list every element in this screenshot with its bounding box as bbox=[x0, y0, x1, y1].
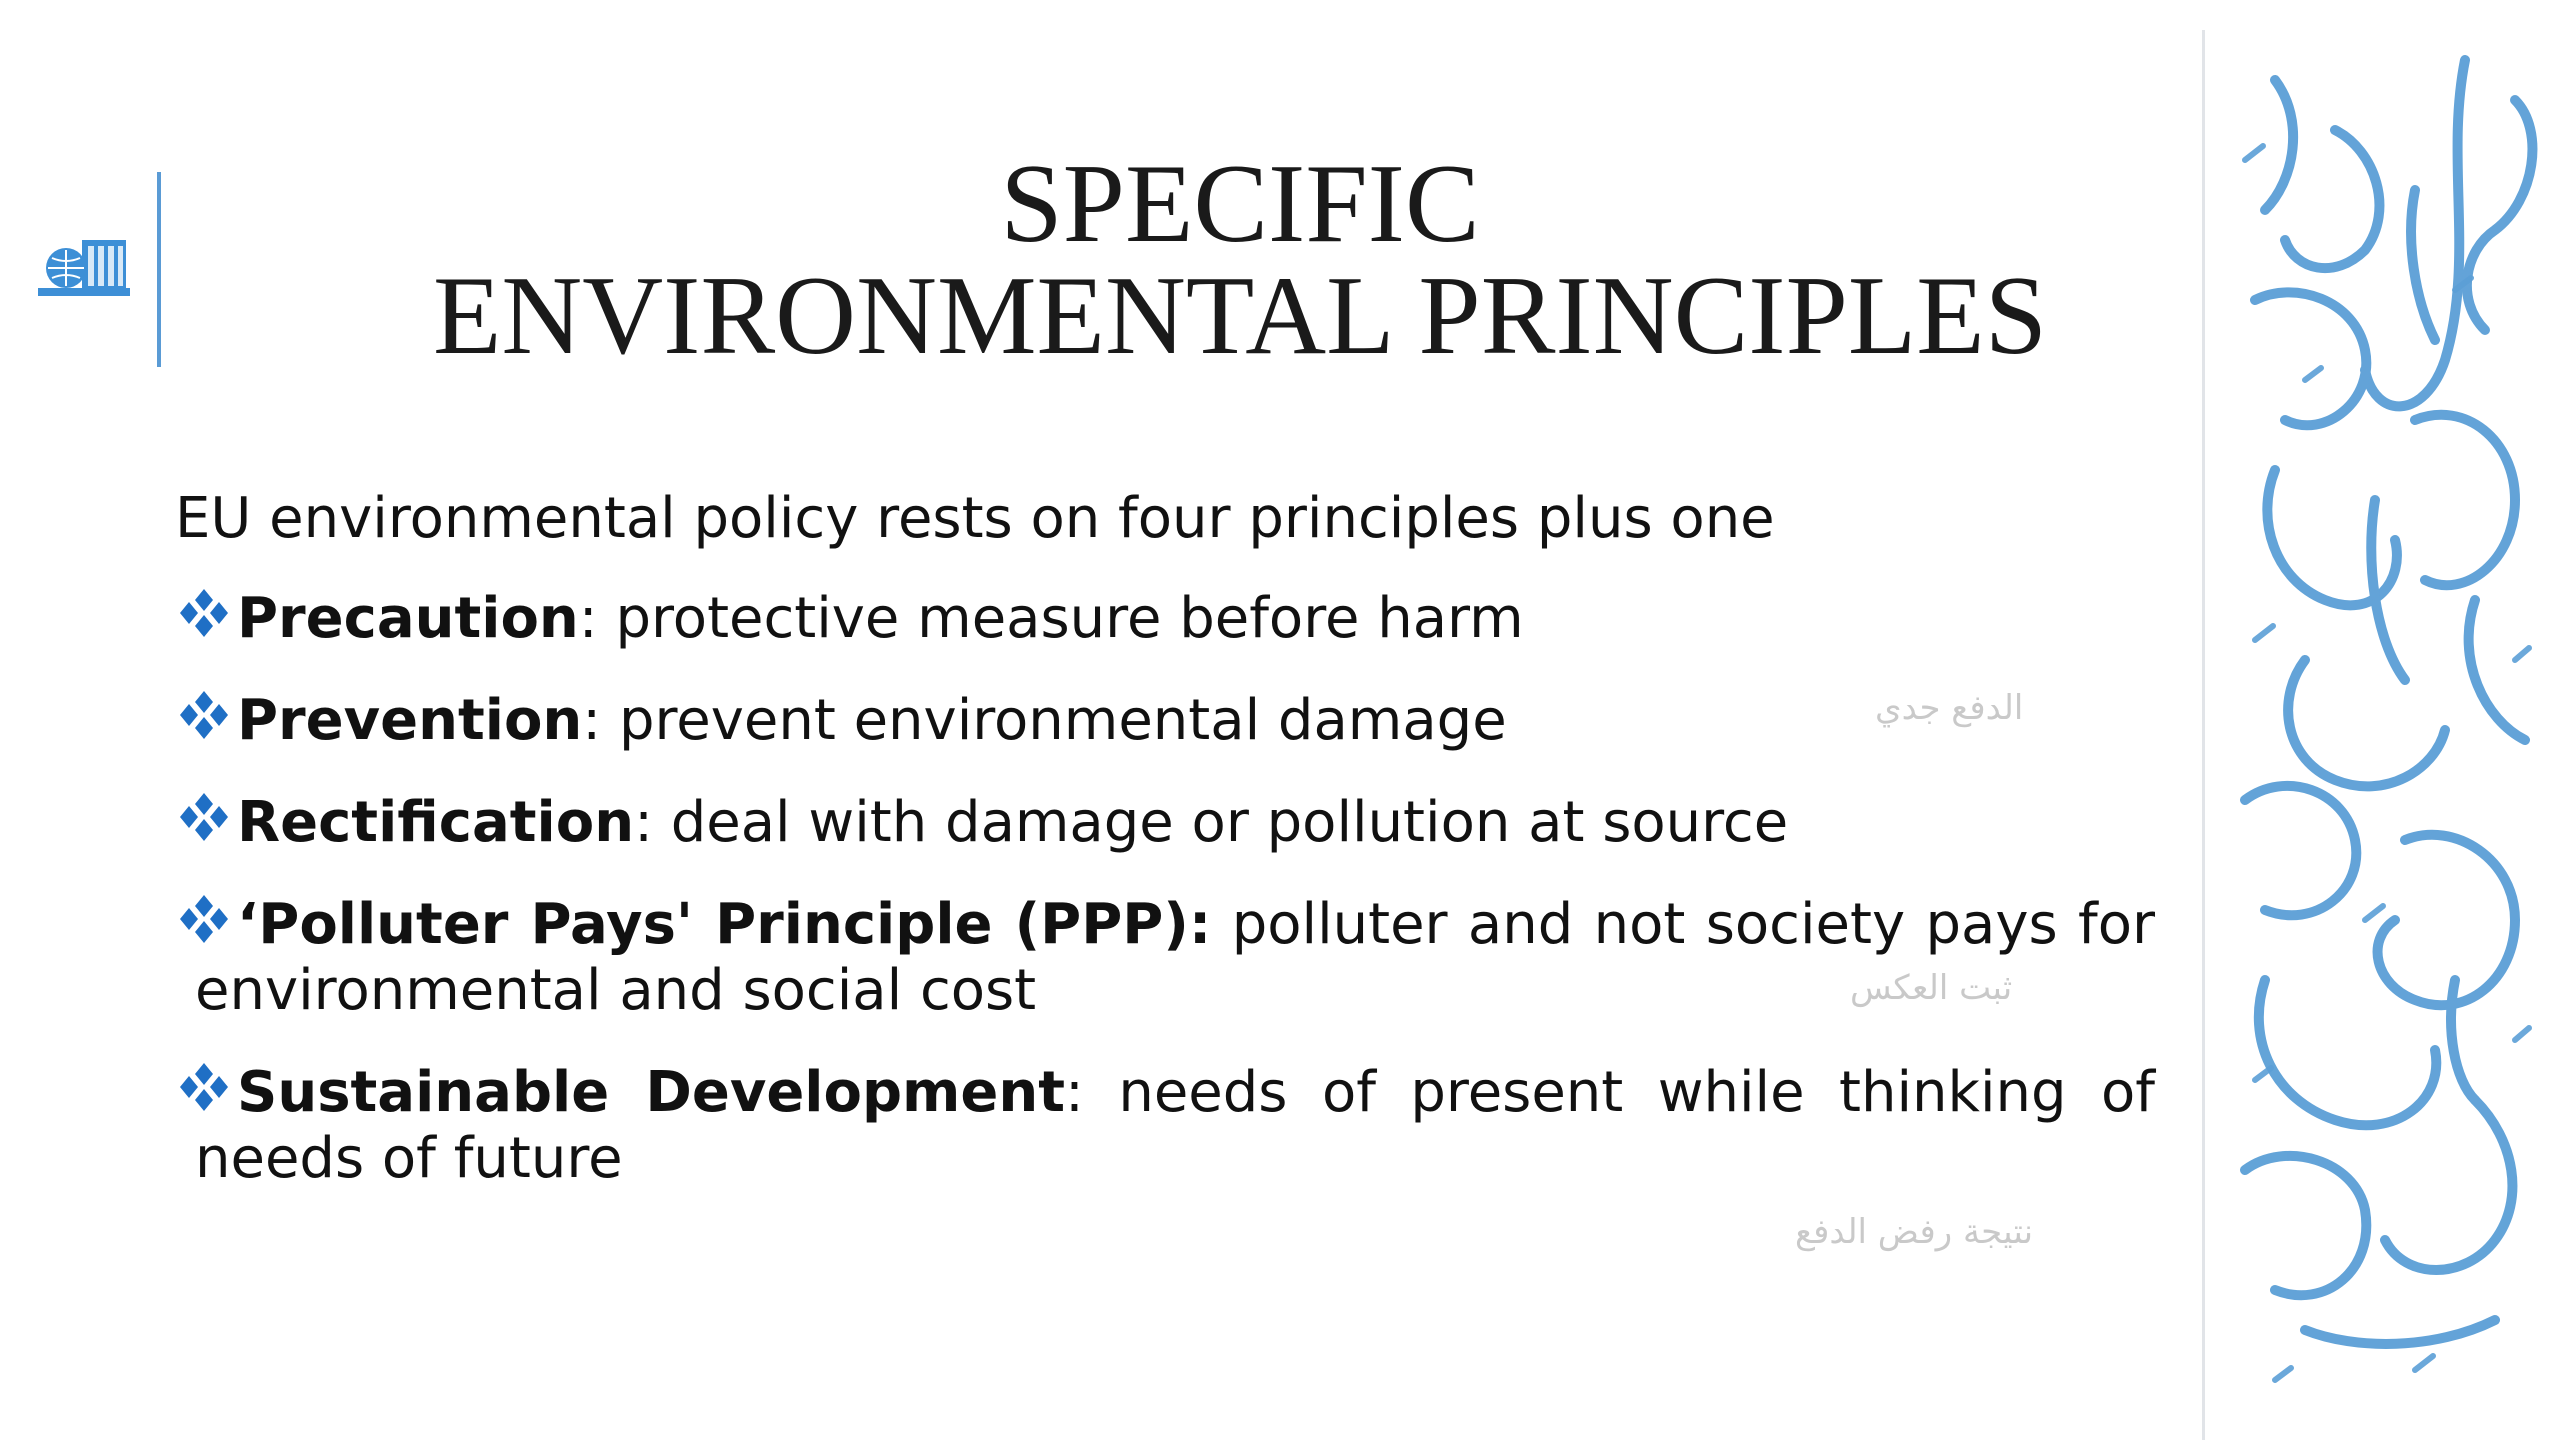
bullet-sep: : bbox=[634, 790, 671, 855]
bullet-term: Precaution bbox=[237, 586, 579, 651]
bullet-text: needs of present while thinking of bbox=[1118, 1060, 2155, 1125]
bullet-term: Prevention bbox=[237, 688, 583, 753]
bullet-sustainable-development bbox=[175, 1059, 2155, 1193]
bullet-text: polluter and not society pays for bbox=[1231, 892, 2156, 957]
bullet-text: prevent environmental damage bbox=[618, 688, 1507, 753]
watermark-text: ثبت العكس bbox=[1850, 968, 2013, 1008]
bullet-term: Rectification bbox=[237, 790, 635, 855]
four-diamond-bullet-icon bbox=[175, 893, 233, 945]
bullet-sep: : bbox=[1065, 1060, 1119, 1125]
slide-title bbox=[330, 142, 2150, 378]
bullet-precaution bbox=[175, 585, 2155, 653]
four-diamond-bullet-icon bbox=[175, 1061, 233, 1113]
side-panel-divider bbox=[2202, 30, 2205, 1440]
watermark-text: نتيجة رفض الدفع bbox=[1795, 1212, 2034, 1252]
bullet-rectification bbox=[175, 789, 2155, 857]
bullet-term: ‘Polluter Pays' Principle (PPP): bbox=[237, 892, 1212, 957]
bullet-continuation: environmental and social cost bbox=[195, 958, 1037, 1023]
bullet-sep: : bbox=[582, 688, 619, 753]
four-diamond-bullet-icon bbox=[175, 791, 233, 843]
bullet-prevention bbox=[175, 687, 2155, 755]
bullet-text: deal with damage or pollution at source bbox=[670, 790, 1789, 855]
slide-body bbox=[175, 485, 2155, 1227]
logo-divider bbox=[157, 172, 161, 367]
title-line-2: ENVIRONMENTAL PRINCIPLES bbox=[433, 254, 2047, 378]
bullet-sep bbox=[1211, 892, 1231, 957]
four-diamond-bullet-icon bbox=[175, 689, 233, 741]
university-logo-icon bbox=[36, 228, 136, 308]
title-line-1: SPECIFIC bbox=[1000, 142, 1480, 266]
intro-text: EU environmental policy rests on four principles plus one bbox=[175, 486, 1775, 551]
arabic-calligraphy-art bbox=[2215, 40, 2555, 1420]
bullet-text: protective measure before harm bbox=[615, 586, 1524, 651]
bullet-sep: : bbox=[578, 586, 616, 651]
bullet-term: Sustainable Development bbox=[237, 1060, 1066, 1125]
four-diamond-bullet-icon bbox=[175, 587, 233, 639]
watermark-text: الدفع جدي bbox=[1875, 688, 2024, 728]
bullet-continuation: needs of future bbox=[195, 1126, 623, 1191]
